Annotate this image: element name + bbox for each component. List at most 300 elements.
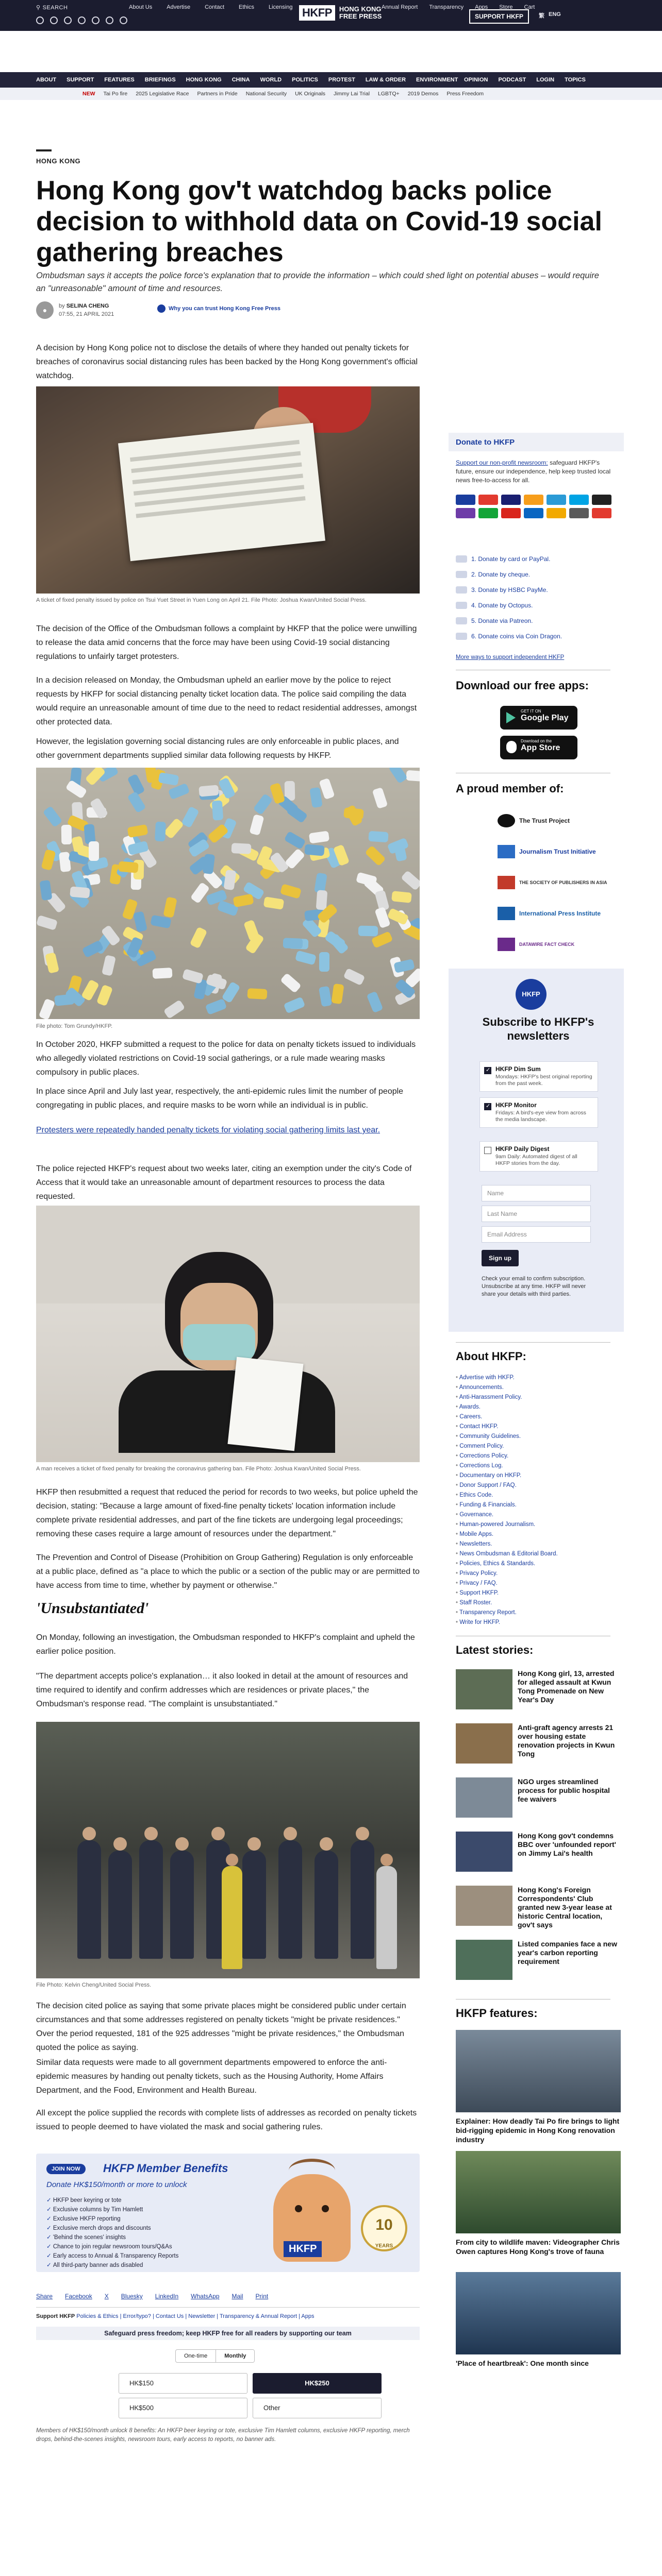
story-title[interactable]: Listed companies face a new year's carbon reporting requirement [518, 1940, 617, 1965]
feature-title[interactable]: 'Place of heartbreak': One month since [456, 2359, 589, 2367]
about-link[interactable]: • Corrections Log. [456, 1461, 558, 1471]
sopa-icon [498, 876, 515, 889]
benefit-item: ✓ Exclusive columns by Tim Hamlett [46, 2205, 178, 2214]
ipi-icon [498, 907, 515, 920]
feature-thumbnail[interactable] [456, 2151, 621, 2233]
partner-datawire[interactable]: DATAWIRE FACT CHECK [498, 938, 574, 951]
member-heading: A proud member of: [456, 782, 564, 795]
paragraph: HKFP then resubmitted a request that reduced the period for records to two weeks, but police upheld the decision, stating: "Because a large amount of fixed-fine penalty tickets' location information include complete private residential addresses, and part of the fine tickets are undergoing legal proceedings; removing these cases require a large amount of resources under the department." [36, 1488, 418, 1538]
social-icons [36, 16, 127, 24]
support-hkfp-button[interactable]: SUPPORT HKFP [469, 9, 529, 24]
nav-item-features[interactable]: FEATURES [104, 77, 135, 83]
mask-shape [39, 998, 56, 1019]
octopus-icon [456, 602, 467, 609]
cheque-icon [456, 571, 467, 578]
mask-shape [368, 831, 388, 843]
story-thumbnail[interactable] [456, 1940, 512, 1980]
mask-shape [309, 831, 329, 843]
newsletter-option-monitor[interactable]: ✓ HKFP Monitor Fridays: A bird's-eye view from across the media landscape. [479, 1097, 598, 1128]
apps-heading: Download our free apps: [456, 679, 589, 692]
trending-bar [0, 88, 662, 100]
mail-icon[interactable] [120, 16, 127, 24]
latest-story[interactable] [456, 1940, 621, 1991]
feature-story[interactable] [456, 2151, 621, 2256]
patreon-icon [456, 617, 467, 624]
donate-method[interactable]: 4. Donate by Octopus. [456, 598, 616, 613]
story-title[interactable]: Anti-graft agency arrests 21 over housing estate renovation projects in Kwun Tong [518, 1723, 615, 1758]
share-linkedin[interactable]: LinkedIn [155, 2293, 179, 2300]
mask-shape [247, 988, 268, 999]
amount-option-selected[interactable]: HK$250 [253, 2373, 382, 2394]
about-link[interactable]: • Policies, Ethics & Standards. [456, 1559, 558, 1569]
nav-item-topics[interactable]: TOPICS [565, 77, 586, 83]
mask-shape [96, 985, 113, 1007]
mask-shape [155, 822, 166, 842]
features-heading: HKFP features: [456, 2007, 538, 2020]
mask-shape [61, 825, 72, 844]
article-photo-masks [36, 768, 420, 1019]
newsletter-option-daily-digest[interactable]: HKFP Daily Digest 9am Daily: Automated digest of all HKFP stories from the day. [479, 1141, 598, 1172]
nav-item-hong-kong[interactable]: HONG KONG [186, 77, 222, 83]
checkbox-checked[interactable] [484, 1103, 491, 1110]
donate-method[interactable]: 5. Donate via Patreon. [456, 613, 616, 629]
feature-title[interactable]: From city to wildlife maven: Videographer Chris Owen captures Hong Kong's trove of fauna [456, 2238, 620, 2256]
top-link-licensing[interactable]: Licensing [269, 4, 293, 10]
about-link[interactable]: • Careers. [456, 1412, 558, 1422]
mask-shape [127, 824, 148, 838]
mask-shape [270, 783, 286, 804]
paragraph: On Monday, following an investigation, the Ombudsman responded to HKFP's complaint and upheld the earlier police position. [36, 1633, 415, 1656]
about-link[interactable]: • News Ombudsman & Editorial Board. [456, 1549, 558, 1559]
benefit-item: ✓ 'Behind the scenes' insights [46, 2233, 178, 2242]
section-tag[interactable]: HONG KONG [36, 157, 81, 165]
about-link[interactable]: • Community Guidelines. [456, 1432, 558, 1442]
mask-shape [331, 984, 344, 1004]
donate-heading: Donate to HKFP [449, 433, 624, 451]
article-photo-ticket [36, 386, 420, 594]
mask-shape [144, 768, 158, 783]
donate-link[interactable]: Support our non-profit newsroom: [456, 459, 548, 466]
email-field[interactable]: Email Address [482, 1226, 591, 1243]
mask-shape [163, 818, 184, 839]
author-avatar[interactable]: ● [36, 301, 54, 319]
mask-shape [89, 841, 99, 861]
mask-shape [319, 952, 329, 972]
mask-shape [233, 894, 254, 908]
about-link[interactable]: • Support HKFP. [456, 1588, 558, 1598]
nav-item-login[interactable]: LOGIN [536, 77, 555, 83]
mask-shape [163, 999, 186, 1019]
payment-card-icon [547, 508, 566, 518]
nav-item-support[interactable]: SUPPORT [67, 77, 94, 83]
mask-shape [127, 791, 146, 814]
paragraph: "The department accepts police's explanation… it also looked in detail at the amount of resources and time required to identify and confirm addresses which are residences or private places," the Ombudsman's response read. "The complaint is unsubstantiated." [36, 1672, 408, 1708]
trust-link[interactable]: Why you can trust Hong Kong Free Press [157, 304, 280, 313]
divider [36, 2307, 420, 2308]
support-links-line [36, 2313, 314, 2319]
top-link-store[interactable]: Store [499, 4, 513, 10]
freq-monthly[interactable]: Monthly [216, 2350, 254, 2362]
story-title[interactable]: NGO urges streamlined process for public hospital fee waivers [518, 1777, 610, 1803]
share-whatsapp[interactable]: WhatsApp [191, 2293, 220, 2300]
logo-mark: HKFP [299, 5, 335, 21]
top-link-cart[interactable]: Cart [524, 4, 535, 10]
mask-shape [319, 986, 332, 1007]
top-link-transparency[interactable]: Transparency [429, 4, 464, 10]
police-figure [170, 1851, 194, 1959]
trust-icon [157, 304, 166, 313]
mask-shape [231, 843, 252, 854]
byline-meta: by SELINA CHENG 07:55, 21 APRIL 2021 [59, 303, 114, 317]
mask-shape [163, 896, 177, 918]
mask-shape [190, 927, 208, 949]
mask-shape [401, 870, 420, 891]
youtube-icon[interactable] [78, 16, 86, 24]
logo-name: HONG KONG FREE PRESS [339, 5, 382, 20]
about-link[interactable]: • Mobile Apps. [456, 1530, 558, 1539]
mask-shape [309, 787, 323, 808]
mask-shape [263, 896, 285, 910]
mask-shape [304, 844, 325, 856]
donation-frequency-toggle [175, 2349, 255, 2363]
trending-item[interactable]: UK Originals [295, 91, 326, 97]
police-figure [278, 1840, 302, 1959]
mask-shape [356, 872, 377, 887]
nav-item-opinion[interactable]: OPINION [464, 77, 488, 83]
apple-icon [506, 741, 517, 753]
top-bar [0, 0, 662, 31]
paragraph: In a decision released on Monday, the Ombudsman upheld an earlier move by the police to reject requests by HKFP for social distancing penalty ticket location data. The police said compiling the data would require an unreasonable amount of time due to the need to redact residential addresses, amongst other protected data. [36, 676, 417, 726]
payment-card-icon [569, 495, 589, 505]
main-nav [0, 72, 662, 88]
datawire-icon [498, 938, 515, 951]
police-figure [351, 1840, 374, 1959]
donate-method[interactable]: 2. Donate by cheque. [456, 567, 616, 582]
about-link[interactable]: • Documentary on HKFP. [456, 1471, 558, 1481]
nav-item-law-order[interactable]: LAW & ORDER [365, 77, 406, 83]
sign-up-button[interactable]: Sign up [482, 1250, 519, 1266]
mask-shape [284, 996, 306, 1013]
about-link[interactable]: • Governance. [456, 1510, 558, 1520]
about-link[interactable]: • Announcements. [456, 1383, 558, 1393]
coin-icon [456, 633, 467, 640]
article-standfirst: Ombudsman says it accepts the police force's explanation that to provide the information – which could shed light on potential abuses – would require an "unreasonable" amount of time and resources. [36, 271, 599, 293]
mask-shape [253, 793, 273, 815]
benefit-item: ✓ Exclusive HKFP reporting [46, 2214, 178, 2224]
newsletter-badge: HKFP [516, 979, 547, 1010]
feature-thumbnail[interactable] [456, 2272, 621, 2354]
article-headline: Hong Kong gov't watchdog backs police decision to withhold data on Covid-19 social gathering breaches [36, 176, 602, 267]
trending-item[interactable]: LGBTQ+ [378, 91, 400, 97]
x-icon[interactable] [50, 16, 58, 24]
story-thumbnail[interactable] [456, 1886, 512, 1926]
checkbox-unchecked[interactable] [484, 1147, 491, 1154]
mask-shape [198, 785, 219, 796]
byline [36, 301, 114, 319]
top-link-apps[interactable]: Apps [475, 4, 488, 10]
benefit-item: ✓ All third-party banner ads disabled [46, 2261, 178, 2270]
paragraph: The police rejected HKFP's request about two weeks later, citing an exemption under the city's Code of Access that it would take an unreasonable amount of department resources to process the data requested. [36, 1164, 412, 1201]
photo-caption: A ticket of fixed penalty issued by police on Tsui Yuet Street in Yuen Long on April 21. File Photo: Joshua Kwan/United Social Press. [36, 597, 367, 603]
amount-option[interactable]: HK$500 [119, 2398, 247, 2418]
top-link-annual-report[interactable]: Annual Report [382, 4, 418, 10]
nav-item-politics[interactable]: POLITICS [292, 77, 318, 83]
about-link[interactable]: • Donor Support / FAQ. [456, 1481, 558, 1490]
about-link[interactable]: • Newsletters. [456, 1539, 558, 1549]
top-link-ethics[interactable]: Ethics [239, 4, 254, 10]
mask-shape [372, 787, 388, 809]
feature-story[interactable] [456, 2030, 621, 2144]
newsletter-title: Subscribe to HKFP's newsletters [482, 1015, 594, 1042]
story-title[interactable]: Hong Kong girl, 13, arrested for alleged assault at Kwun Tong Promenade on New Year's Day [518, 1669, 615, 1704]
language-switch [539, 11, 561, 20]
app-store-button[interactable]: Download on the App Store [500, 736, 577, 759]
mask-shape [367, 991, 384, 1013]
google-play-icon [506, 712, 516, 723]
about-heading: About HKFP: [456, 1350, 526, 1363]
about-link[interactable]: • Corrections Policy. [456, 1451, 558, 1461]
latest-story[interactable] [456, 1886, 621, 1937]
mask-shape [41, 849, 56, 871]
facebook-icon[interactable] [36, 16, 44, 24]
article-photo-police [36, 1722, 420, 1978]
share-x[interactable]: X [104, 2293, 109, 2300]
newsletter-box [449, 969, 624, 1332]
about-link[interactable]: • Funding & Financials. [456, 1500, 558, 1510]
about-link[interactable]: • Transparency Report. [456, 1608, 558, 1618]
nav-item-briefings[interactable]: BRIEFINGS [144, 77, 176, 83]
share-label[interactable]: Share [36, 2293, 53, 2300]
about-link[interactable]: • Write for HKFP. [456, 1618, 558, 1628]
police-figure [242, 1851, 266, 1959]
payment-card-icon [524, 495, 543, 505]
about-link[interactable]: • Awards. [456, 1402, 558, 1412]
mask-shape [280, 884, 302, 899]
story-thumbnail[interactable] [456, 1669, 512, 1709]
mask-shape [212, 800, 224, 820]
newsletter-note: Check your email to confirm subscription. Unsubscribe at any time. HKFP will never share your details with third parties. [482, 1276, 586, 1297]
story-title[interactable]: Hong Kong gov't condemns BBC over 'unfounded report' on Jimmy Lai's health [518, 1832, 616, 1857]
trending-new-label: NEW [82, 91, 95, 97]
paragraph: The Prevention and Control of Disease (Prohibition on Group Gathering) Regulation is only enforceable at a public place, defined as "a place to which the public or a section of the public may or are permitted to have access from time to time, whether by payment or otherwise." [36, 1553, 420, 1590]
payment-card-icon [478, 495, 498, 505]
rss-icon[interactable] [106, 16, 113, 24]
top-link-contact[interactable]: Contact [205, 4, 225, 10]
lang-chinese[interactable]: 繁 [539, 13, 544, 19]
google-play-button[interactable]: GET IT ON Google Play [500, 706, 577, 730]
mask-shape [45, 952, 59, 974]
trending-item[interactable]: 2025 Legislative Race [136, 91, 189, 97]
about-link[interactable]: • Staff Roster. [456, 1598, 558, 1608]
instagram-icon[interactable] [64, 16, 72, 24]
trending-item[interactable]: National Security [245, 91, 287, 97]
nav-right [464, 77, 586, 83]
nav-left [36, 77, 458, 83]
partner-sopa[interactable]: THE SOCIETY OF PUBLISHERS IN ASIA [498, 876, 607, 889]
latest-story[interactable] [456, 1723, 621, 1775]
mask-shape [102, 955, 116, 976]
subheading: 'Unsubstantiated' [36, 1600, 149, 1617]
trending-item[interactable]: Jimmy Lai Trial [334, 91, 370, 97]
feature-title[interactable]: Explainer: How deadly Tai Po fire brings to light bid-rigging epidemic in Hong Kong renovation industry [456, 2117, 620, 2144]
payment-card-icon [524, 508, 543, 518]
about-link[interactable]: • Advertise with HKFP. [456, 1373, 558, 1383]
nav-item-about[interactable]: ABOUT [36, 77, 57, 83]
benefit-item: ✓ HKFP beer keyring or tote [46, 2196, 178, 2205]
nav-item-environment[interactable]: ENVIRONMENT [416, 77, 458, 83]
member-benefits-banner[interactable] [36, 2154, 420, 2272]
latest-story[interactable] [456, 1669, 621, 1721]
mask-shape [39, 880, 52, 901]
mask-shape [365, 845, 386, 867]
about-link[interactable]: • Ethics Code. [456, 1490, 558, 1500]
mask-shape [391, 891, 412, 903]
about-link[interactable]: • Contact HKFP. [456, 1422, 558, 1432]
payment-card-icon [501, 495, 521, 505]
search-icon: ⚲ [36, 5, 41, 11]
payment-card-icon [547, 495, 566, 505]
latest-story[interactable] [456, 1777, 621, 1829]
site-logo[interactable] [299, 5, 382, 21]
trending-item[interactable]: Press Freedom [446, 91, 484, 97]
paragraph: All except the police supplied the records with complete lists of addresses as recorded on penalty tickets issued to people deemed to have violated the mask and social gathering rules. [36, 2109, 417, 2131]
support-links[interactable]: Policies & Ethics | Error/typo? | Contact Us | Newsletter | Transparency & Annual Report | Apps [76, 2313, 315, 2319]
feature-story[interactable] [456, 2272, 621, 2368]
payment-card-icon [478, 508, 498, 518]
mask-shape [284, 831, 306, 850]
telegram-icon[interactable] [92, 16, 100, 24]
mask-shape [223, 870, 236, 890]
about-link[interactable]: • Anti-Harassment Policy. [456, 1393, 558, 1402]
donate-methods [456, 551, 616, 644]
inline-link-paragraph[interactable]: Protesters were repeatedly handed penalty tickets for violating social gathering limits last year. [36, 1126, 380, 1134]
mask-shape [181, 806, 199, 828]
banner-title: HKFP Member Benefits [103, 2162, 228, 2175]
story-thumbnail[interactable] [456, 1777, 512, 1818]
share-links [36, 2293, 268, 2300]
paragraph: The decision of the Office of the Ombudsman follows a complaint by HKFP that the police were unwilling to release the data amid concerns that the force may have been using Covid-19 social distancing regulations to unfairly target protesters. [36, 624, 417, 661]
trust-project-icon [498, 814, 515, 827]
about-link[interactable]: • Comment Policy. [456, 1442, 558, 1451]
payment-card-icon [592, 495, 611, 505]
mask-shape [153, 968, 173, 979]
amount-option[interactable]: HK$150 [119, 2373, 247, 2394]
top-links [129, 4, 292, 10]
mask-shape [70, 886, 90, 898]
safeguard-strip: Safeguard press freedom; keep HKFP free for all readers by supporting our team [36, 2327, 420, 2340]
feature-thumbnail[interactable] [456, 2030, 621, 2112]
story-thumbnail[interactable] [456, 1832, 512, 1872]
search-button[interactable] [36, 4, 68, 11]
story-title[interactable]: Hong Kong's Foreign Correspondents' Club granted new 3-year lease at historic Central location, gov't says [518, 1886, 612, 1929]
civilian-figure [222, 1866, 242, 1969]
nav-item-protest[interactable]: PROTEST [328, 77, 355, 83]
partner-ipi[interactable]: International Press Institute [498, 907, 601, 920]
article-photo-man-ticket [36, 1206, 420, 1462]
trending-item[interactable]: 2019 Demos [407, 91, 439, 97]
top-link-about[interactable]: About Us [129, 4, 153, 10]
paragraph: However, the legislation governing social distancing rules are only enforceable in public places, and other government departments supplied similar data following requests by HKFP. [36, 737, 399, 760]
mask-shape [205, 998, 227, 1015]
police-figure [139, 1840, 163, 1959]
jti-icon [498, 845, 515, 858]
newsletter-option-dim-sum[interactable]: ✓ HKFP Dim Sum Mondays: HKFP's best original reporting from the past week. [479, 1061, 598, 1092]
share-bluesky[interactable]: Bluesky [121, 2293, 143, 2300]
about-link[interactable]: • Privacy / FAQ. [456, 1579, 558, 1588]
partner-jti[interactable]: Journalism Trust Initiative [498, 845, 596, 858]
mask-shape [168, 783, 190, 800]
author-name[interactable]: SELINA CHENG [66, 303, 109, 309]
nav-item-world[interactable]: WORLD [260, 77, 282, 83]
divider [456, 1342, 610, 1343]
share-facebook[interactable]: Facebook [65, 2293, 92, 2300]
donate-method[interactable]: 6. Donate coins via Coin Dragon. [456, 629, 616, 644]
photo-caption: File Photo: Kelvin Cheng/United Social Press. [36, 1982, 152, 1988]
first-name-field[interactable]: Name [482, 1185, 591, 1201]
lang-english[interactable]: ENG [549, 11, 561, 18]
trending-item[interactable]: Tai Po fire [103, 91, 128, 97]
mask-shape [358, 926, 378, 937]
share-print[interactable]: Print [255, 2293, 269, 2300]
join-now-pill[interactable]: JOIN NOW [46, 2164, 86, 2174]
about-link[interactable]: • Privacy Policy. [456, 1569, 558, 1579]
trending-item[interactable]: Partners in Pride [197, 91, 238, 97]
payment-card-icon [569, 508, 589, 518]
payment-card-icon [456, 508, 475, 518]
banner-subtitle: Donate HK$150/month or more to unlock [46, 2180, 187, 2189]
payment-card-icon [501, 508, 521, 518]
latest-story[interactable] [456, 1832, 621, 1883]
payment-card-icon [592, 508, 611, 518]
donate-method[interactable]: 3. Donate by HSBC PayMe. [456, 582, 616, 598]
support-label[interactable]: Support HKFP [36, 2313, 75, 2319]
about-link[interactable]: • Human-powered Journalism. [456, 1520, 558, 1530]
photo-caption: A man receives a ticket of fixed penalty for breaking the coronavirus gathering ban. File Photo: Joshua Kwan/United Social Press. [36, 1466, 361, 1472]
mask-shape [343, 968, 366, 986]
mask-shape [81, 979, 100, 1002]
mask-shape [280, 973, 302, 993]
search-label: SEARCH [42, 4, 68, 11]
payment-card-icons [456, 495, 616, 518]
checkbox-checked[interactable] [484, 1067, 491, 1074]
nav-item-china[interactable]: CHINA [231, 77, 250, 83]
photo-caption: File photo: Tom Grundy/HKFP. [36, 1023, 113, 1029]
amount-option[interactable]: Other [253, 2398, 382, 2418]
partner-trust-project[interactable]: The Trust Project [498, 814, 570, 827]
donate-method[interactable]: 1. Donate by card or PayPal. [456, 551, 616, 567]
benefit-list [46, 2196, 178, 2270]
ten-years-badge: 10 YEARS [361, 2205, 407, 2251]
share-mail[interactable]: Mail [231, 2293, 243, 2300]
card-icon [456, 555, 467, 563]
police-figure [108, 1851, 132, 1959]
story-thumbnail[interactable] [456, 1723, 512, 1764]
banner-logo: HKFP [284, 2241, 322, 2257]
mask-shape [182, 969, 204, 984]
more-ways-link[interactable]: More ways to support independent HKFP [456, 654, 565, 660]
paragraph: A decision by Hong Kong police not to disclose the details of where they handed out penalty tickets for breaches of coronavirus social distancing rules has been backed by the Hong Kong government's official watchdog. [36, 344, 418, 380]
nav-item-podcast[interactable]: PODCAST [498, 77, 526, 83]
mask-shape [43, 806, 63, 827]
mask-shape [388, 768, 408, 784]
last-name-field[interactable]: Last Name [482, 1206, 591, 1222]
benefit-item: ✓ Early access to Annual & Transparency Reports [46, 2251, 178, 2261]
latest-heading: Latest stories: [456, 1643, 534, 1656]
top-link-advertise[interactable]: Advertise [167, 4, 191, 10]
freq-one-time[interactable]: One-time [184, 2353, 208, 2359]
mask-shape [249, 814, 264, 836]
publish-date: 07:55, 21 APRIL 2021 [59, 311, 114, 317]
